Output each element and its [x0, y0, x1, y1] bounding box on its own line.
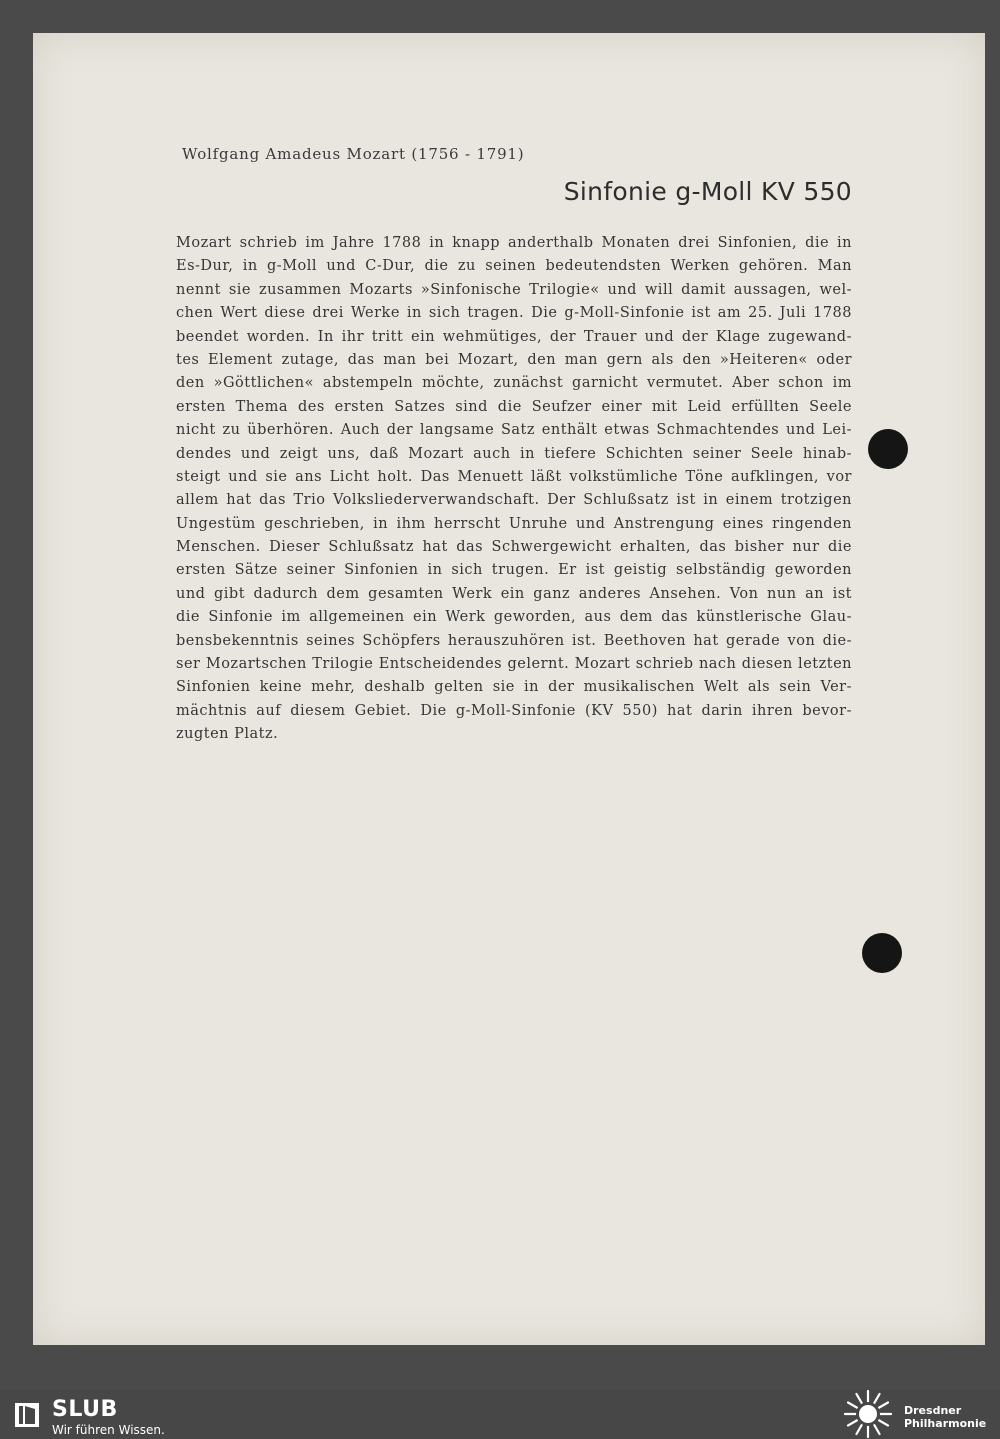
text-line: die Sinfonie im allgemeinen ein Werk geworden, aus dem das künstlerische Glau-: [176, 609, 852, 626]
text-line: chen Wert diese drei Werke in sich tragen. Die g-Moll-Sinfonie ist am 25. Juli 1788: [176, 305, 852, 322]
text-line: ersten Thema des ersten Satzes sind die Seufzer einer mit Leid erfüllten Seele: [176, 398, 852, 415]
philharmonie-name-line1: Dresdner: [904, 1404, 962, 1417]
work-title: Sinfonie g-Moll KV 550: [563, 177, 852, 206]
text-line: nicht zu überhören. Auch der langsame Satz enthält etwas Schmachtendes und Lei-: [176, 422, 852, 439]
text-line: mächtnis auf diesem Gebiet. Die g-Moll-Sinfonie (KV 550) hat darin ihren bevor-: [176, 702, 852, 719]
text-line: den »Göttlichen« abstempeln möchte, zunächst garnicht vermutet. Aber schon im: [176, 375, 852, 392]
program-note-body: [176, 232, 852, 747]
slub-book-icon[interactable]: [14, 1402, 40, 1428]
composer-line: Wolfgang Amadeus Mozart (1756 - 1791): [182, 145, 525, 163]
punch-hole-bottom: [862, 933, 902, 973]
philharmonie-wordmark[interactable]: [904, 1404, 986, 1430]
viewer-footer: [0, 1389, 1000, 1439]
text-line: Sinfonien keine mehr, deshalb gelten sie in der musikalischen Welt als sein Ver-: [176, 679, 852, 696]
text-line: Menschen. Dieser Schlußsatz hat das Schwergewicht erhalten, das bisher nur die: [176, 539, 852, 556]
text-line: Mozart schrieb im Jahre 1788 in knapp anderthalb Monaten drei Sinfonien, die in: [176, 235, 852, 251]
text-line: beendet worden. In ihr tritt ein wehmütiges, der Trauer und der Klage zugewand-: [176, 328, 852, 345]
text-line: allem hat das Trio Volksliederverwandschaft. Der Schlußsatz ist in einem trotzigen: [176, 492, 852, 509]
text-line: und gibt dadurch dem gesamten Werk ein ganz anderes Ansehen. Von nun an ist: [176, 585, 852, 602]
text-line: steigt und sie ans Licht holt. Das Menuett läßt volkstümliche Töne aufklingen, vor: [176, 468, 852, 485]
slub-wordmark[interactable]: SLUB: [52, 1397, 118, 1422]
text-line: ersten Sätze seiner Sinfonien in sich trugen. Er ist geistig selbständig geworden: [176, 562, 852, 579]
text-line: Es-Dur, in g-Moll und C-Dur, die zu seinen bedeutendsten Werken gehören. Man: [176, 258, 852, 275]
text-line: zugten Platz.: [176, 726, 279, 743]
text-line: ser Mozartschen Trilogie Entscheidendes gelernt. Mozart schrieb nach diesen letzten: [176, 656, 852, 673]
text-line: tes Element zutage, das man bei Mozart, den man gern als den »Heiteren« oder: [176, 351, 852, 368]
philharmonie-name-line2: Philharmonie: [904, 1417, 987, 1430]
text-line: Ungestüm geschrieben, in ihm herrscht Unruhe und Anstrengung eines ringenden: [176, 515, 852, 532]
text-line: nennt sie zusammen Mozarts »Sinfonische Trilogie« und will damit aussagen, wel-: [176, 281, 852, 298]
slub-tagline: Wir führen Wissen.: [52, 1423, 165, 1437]
philharmonie-starburst-icon[interactable]: [842, 1389, 894, 1439]
text-line: bensbekenntnis seines Schöpfers herauszuhören ist. Beethoven hat gerade von die-: [176, 632, 852, 649]
text-line: dendes und zeigt uns, daß Mozart auch in tiefere Schichten seiner Seele hinab-: [176, 445, 852, 462]
punch-hole-top: [868, 429, 908, 469]
